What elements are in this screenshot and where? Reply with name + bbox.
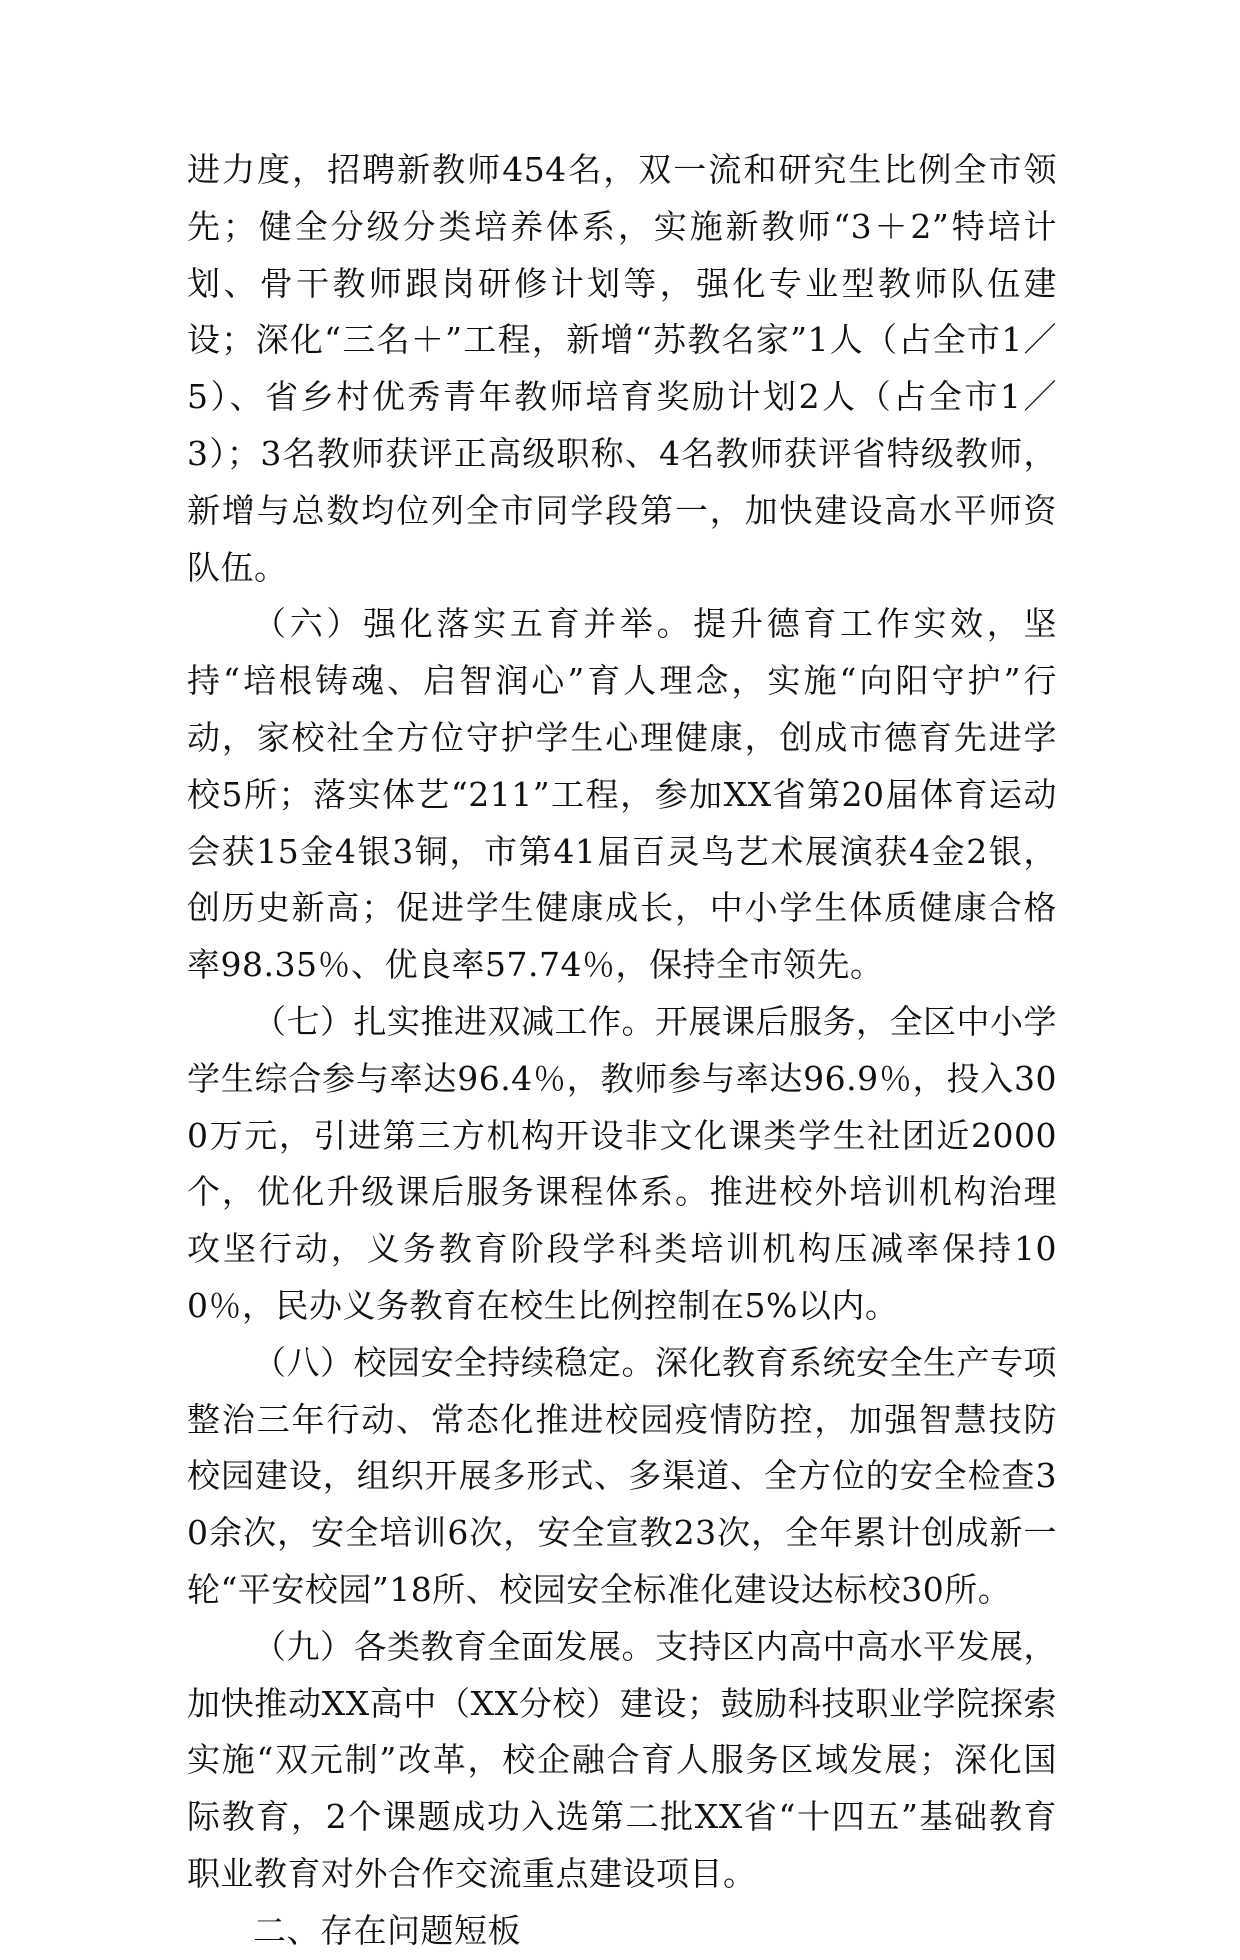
paragraph-section-7: （七）扎实推进双减工作。开展课后服务，全区中小学学生综合参与率达96.4％，教师参与率达96.9％，投入300万元，引进第三方机构开设非文化课类学生社团近2000个，优化升级课后服务课程体系。推进校外培训机构治理攻坚行动，义务教育阶段学科类培训机构压减率保持100％，民办义务教育在校生比例控制在5%以内。 — [187, 1001, 1057, 1325]
paragraph-section-8: （八）校园安全持续稳定。深化教育系统安全生产专项整治三年行动、常态化推进校园疫情防控，加强智慧技防校园建设，组织开展多形式、多渠道、全方位的安全检查30余次，安全培训6次，安全宣教23次，全年累计创成新一轮“平安校园”18所、校园安全标准化建设达标校30所。 — [187, 1342, 1057, 1609]
paragraph-section-9: （九）各类教育全面发展。支持区内高中高水平发展，加快推动XX高中（XX分校）建设；鼓励科技职业学院探索实施“双元制”改革，校企融合育人服务区域发展；深化国际教育，2个课题成功入选第二批XX省“十四五”基础教育职业教育对外合作交流重点建设项目。 — [187, 1626, 1057, 1893]
section-heading: 二、存在问题短板 — [253, 1910, 521, 1950]
document-page — [187, 142, 1057, 1960]
paragraph-continuation: 进力度，招聘新教师454名，双一流和研究生比例全市领先；健全分级分类培养体系，实施新教师“3＋2”特培计划、骨干教师跟岗研修计划等，强化专业型教师队伍建设；深化“三名＋”工程，新增“苏教名家”1人（占全市1／5）、省乡村优秀青年教师培育奖励计划2人（占全市1／3）；3名教师获评正高级职称、4名教师获评省特级教师，新增与总数均位列全市同学段第一，加快建设高水平师资队伍。 — [187, 150, 1057, 587]
paragraph-section-6: （六）强化落实五育并举。提升德育工作实效，坚持“培根铸魂、启智润心”育人理念，实施“向阳守护”行动，家校社全方位守护学生心理健康，创成市德育先进学校5所；落实体艺“211”工程，参加XX省第20届体育运动会获15金4银3铜，市第41届百灵鸟艺术展演获4金2银，创历史新高；促进学生健康成长，中小学生体质健康合格率98.35％、优良率57.74％，保持全市领先。 — [187, 604, 1057, 985]
